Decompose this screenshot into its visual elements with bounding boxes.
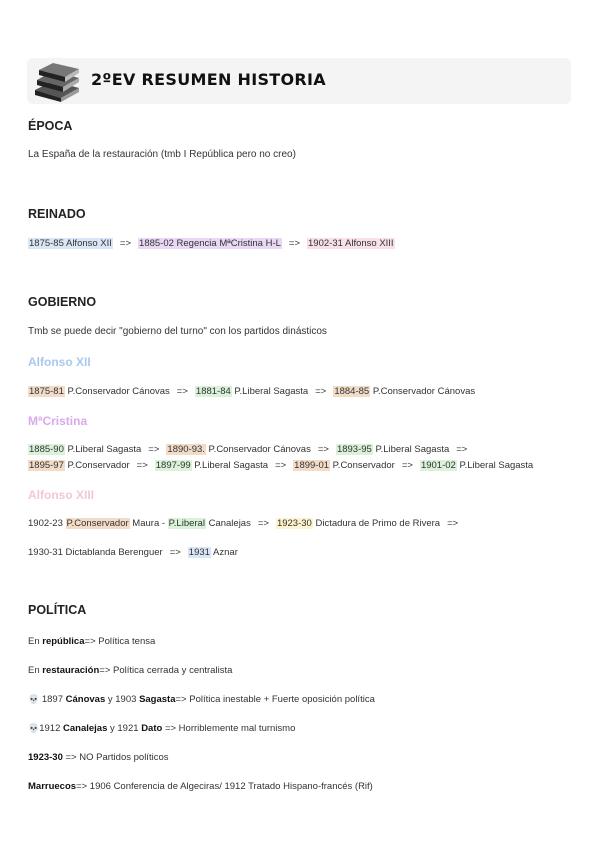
books-icon bbox=[31, 60, 83, 102]
date-badge: 1885-90 bbox=[29, 444, 64, 455]
section-heading-epoca: ÉPOCA bbox=[28, 119, 73, 133]
arrow: => bbox=[136, 460, 148, 471]
text: => Política cerrada y centralista bbox=[99, 665, 233, 676]
date-badge: 1895-97 bbox=[29, 460, 64, 471]
epoca-text: La España de la restauración (tmb I República pero no creo) bbox=[28, 149, 296, 160]
date-badge: 1881-84 bbox=[195, 386, 231, 397]
arrow: => bbox=[257, 518, 269, 529]
text: => NO Partidos políticos bbox=[62, 752, 169, 763]
gobierno-alfonso12-line bbox=[28, 386, 475, 397]
skull-icon: 💀 bbox=[28, 695, 40, 705]
reinado-alfonso13: 1902-31 Alfonso XIII bbox=[308, 238, 394, 249]
arrow: => bbox=[119, 238, 132, 249]
arrow: => bbox=[176, 386, 188, 397]
date-badge: 1884-85 bbox=[334, 386, 370, 397]
bold-term: Cánovas bbox=[65, 694, 106, 705]
text: => Horriblemente mal turnismo bbox=[162, 723, 296, 734]
subheading-alfonso12: Alfonso XII bbox=[28, 355, 91, 369]
text: => 1906 Conferencia de Algeciras/ 1912 Tratado Hispano-francés (Rif) bbox=[76, 781, 373, 792]
section-heading-reinado: REINADO bbox=[28, 207, 86, 221]
date-text: 1902-23 bbox=[28, 518, 66, 529]
party-text: P.Liberal Sagasta bbox=[372, 444, 450, 455]
arrow: => bbox=[447, 518, 459, 529]
party-text: P.Liberal Sagasta bbox=[231, 386, 309, 397]
bold-term: Marruecos bbox=[28, 781, 77, 792]
politica-line-restauracion bbox=[28, 665, 232, 676]
arrow: => bbox=[401, 460, 413, 471]
gobierno-cristina-line1 bbox=[28, 444, 474, 455]
arrow: => bbox=[456, 444, 468, 455]
date-badge: 1899-01 bbox=[294, 460, 330, 471]
text: y 1921 bbox=[107, 723, 142, 734]
period-text: Aznar bbox=[210, 547, 238, 558]
party-text: P.Conservador bbox=[64, 460, 130, 471]
date-badge: 1897-99 bbox=[155, 460, 191, 471]
bold-term: Dato bbox=[141, 723, 163, 734]
page-title: 2ºEV RESUMEN HISTORIA bbox=[91, 70, 326, 89]
party-badge: P.Conservador bbox=[66, 518, 129, 529]
date-badge: 1901-02 bbox=[420, 460, 456, 471]
date-badge: 1875-81 bbox=[29, 386, 64, 397]
arrow: => bbox=[288, 238, 301, 249]
party-text: Canalejas bbox=[205, 518, 251, 529]
party-text: P.Conservador Cánovas bbox=[64, 386, 170, 397]
gobierno-intro: Tmb se puede decir "gobierno del turno" con los partidos dinásticos bbox=[28, 326, 327, 337]
date-badge: 1890-93. bbox=[167, 444, 205, 455]
party-text: P.Conservador bbox=[330, 460, 395, 471]
arrow: => bbox=[275, 460, 287, 471]
bold-term: restauración bbox=[42, 665, 100, 676]
section-heading-politica: POLÍTICA bbox=[28, 603, 87, 617]
politica-line-republica bbox=[28, 636, 155, 647]
text: y 1903 bbox=[105, 694, 140, 705]
bold-term: Canalejas bbox=[63, 723, 108, 734]
party-text: Maura - bbox=[129, 518, 168, 529]
date-badge: 1893-95 bbox=[336, 444, 372, 455]
text: => Política inestable + Fuerte oposición política bbox=[175, 694, 375, 705]
text: 1897 bbox=[39, 694, 66, 705]
gobierno-alfonso13-line1 bbox=[28, 518, 465, 529]
date-badge: 1931 bbox=[188, 547, 210, 558]
bold-term: república bbox=[42, 636, 85, 647]
arrow: => bbox=[148, 444, 160, 455]
text: En bbox=[28, 636, 43, 647]
gobierno-cristina-line2 bbox=[28, 460, 533, 471]
skull-icon: 💀 bbox=[28, 724, 40, 734]
arrow: => bbox=[315, 386, 327, 397]
politica-line-marruecos bbox=[28, 781, 373, 792]
reinado-regencia: 1885-02 Regencia MªCristina H-L bbox=[139, 238, 281, 249]
party-text: Dictadura de Primo de Rivera bbox=[312, 518, 441, 529]
party-text: P.Liberal Sagasta bbox=[191, 460, 269, 471]
page-header bbox=[27, 58, 571, 104]
subheading-cristina: MªCristina bbox=[28, 414, 88, 428]
politica-line-1912 bbox=[28, 723, 295, 734]
arrow: => bbox=[317, 444, 329, 455]
text: En bbox=[28, 665, 43, 676]
text: => Política tensa bbox=[84, 636, 156, 647]
bold-term: 1923-30 bbox=[28, 752, 63, 763]
period-text: 1930-31 Dictablanda Berenguer bbox=[28, 547, 163, 558]
subheading-alfonso13: Alfonso XIII bbox=[28, 488, 94, 502]
party-text: P.Liberal Sagasta bbox=[64, 444, 142, 455]
reinado-line bbox=[28, 238, 395, 249]
party-text: P.Conservador Cánovas bbox=[370, 386, 476, 397]
text: 1912 bbox=[39, 723, 63, 734]
gobierno-alfonso13-line2 bbox=[28, 547, 238, 558]
reinado-alfonso12: 1875-85 Alfonso XII bbox=[29, 238, 112, 249]
section-heading-gobierno: GOBIERNO bbox=[28, 295, 97, 309]
party-text: P.Conservador Cánovas bbox=[205, 444, 311, 455]
bold-term: Sagasta bbox=[139, 694, 176, 705]
politica-line-1897 bbox=[28, 694, 375, 705]
date-badge: 1923-30 bbox=[276, 518, 312, 529]
politica-line-1923 bbox=[28, 752, 168, 763]
arrow: => bbox=[169, 547, 181, 558]
party-badge: P.Liberal bbox=[168, 518, 205, 529]
party-text: P.Liberal Sagasta bbox=[456, 460, 534, 471]
